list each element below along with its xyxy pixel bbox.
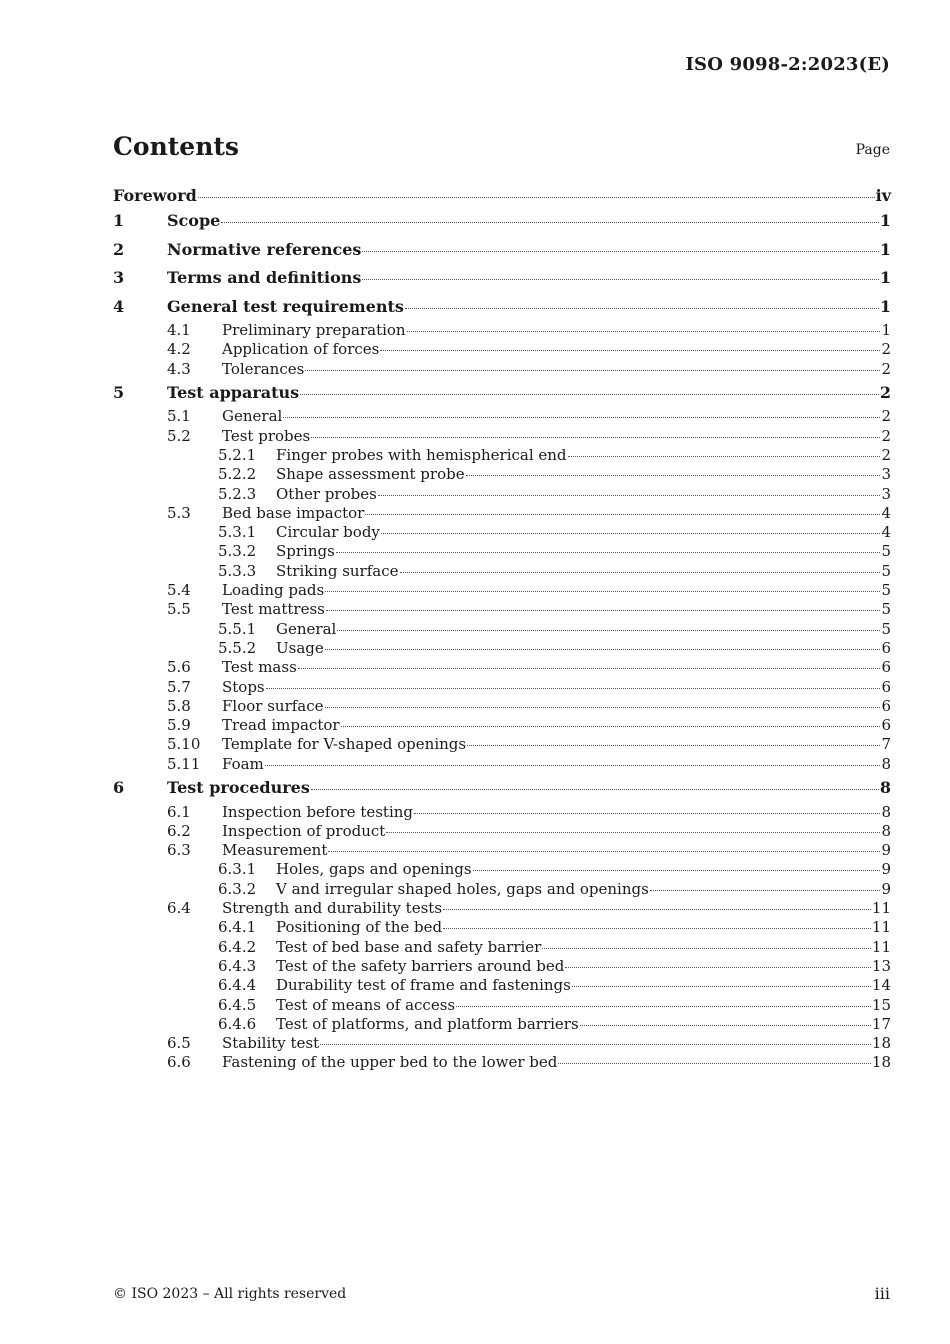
toc-entry[interactable] (113, 379, 891, 408)
toc-entry[interactable] (113, 542, 891, 561)
toc-entry-number: 4.2 (167, 340, 191, 359)
toc-entry-number: 4.3 (167, 359, 191, 378)
toc-entry-number: 5.2 (167, 426, 191, 445)
toc-entry-page: 7 (881, 735, 891, 754)
dot-leader (378, 495, 881, 496)
toc-entry-number: 6.4.6 (218, 1014, 257, 1033)
toc-entry-page: 5 (881, 561, 891, 580)
toc-entry-number: 6 (113, 778, 125, 798)
dot-leader (311, 789, 879, 790)
dot-leader (407, 331, 881, 332)
toc-entry-page: 18 (871, 1053, 891, 1072)
toc-entry-title: Test procedures (167, 778, 310, 798)
dot-leader (466, 475, 881, 476)
toc-entry[interactable] (113, 822, 891, 841)
dot-leader (265, 765, 881, 766)
toc-entry[interactable] (113, 735, 891, 754)
toc-entry-title: Test apparatus (167, 382, 300, 402)
document-id: ISO 9098-2:2023(E) (685, 54, 890, 75)
dot-leader (380, 350, 880, 351)
toc-entry-title: Usage (276, 638, 324, 657)
toc-entry-title: General (276, 619, 337, 638)
toc-entry-page: 6 (881, 638, 891, 657)
toc-entry-title: Test probes (222, 426, 311, 445)
toc-entry-title: Tolerances (222, 359, 305, 378)
toc-entry-page: 2 (879, 382, 891, 402)
toc-entry-page: 1 (879, 296, 891, 316)
toc-entry-number: 6.4.1 (218, 918, 257, 937)
toc-entry-number: 5.6 (167, 658, 191, 677)
toc-entry-page: 3 (881, 465, 891, 484)
dot-leader (325, 591, 880, 592)
toc-entry-title: Test mass (222, 658, 297, 677)
toc-entry-title: Holes, gaps and openings (276, 860, 472, 879)
toc-entry-number: 5.2.1 (218, 445, 257, 464)
dot-leader (198, 197, 875, 198)
toc-entry-title: Terms and definitions (167, 268, 362, 287)
toc-entry-page: 2 (881, 407, 891, 426)
toc-entry-title: Inspection of product (222, 821, 386, 840)
toc-entry-title: Bed base impactor (222, 503, 365, 522)
toc-entry[interactable] (113, 485, 891, 504)
dot-leader (473, 870, 881, 871)
toc-entry-page: 15 (871, 995, 891, 1014)
toc-entry-page: 4 (881, 503, 891, 522)
toc-entry-title: Foreword (113, 186, 197, 205)
toc-entry[interactable] (113, 774, 891, 803)
toc-entry[interactable] (113, 446, 891, 465)
dot-leader (558, 1063, 871, 1064)
toc-entry[interactable] (113, 600, 891, 619)
dot-leader (386, 832, 880, 833)
dot-leader (467, 745, 880, 746)
dot-leader (221, 222, 879, 223)
dot-leader (572, 986, 871, 987)
toc-entry-page: iv (875, 186, 891, 205)
toc-entry[interactable] (113, 1053, 891, 1072)
toc-entry-title: V and irregular shaped holes, gaps and openings (276, 879, 649, 898)
toc-entry[interactable] (113, 841, 891, 860)
toc-entry-number: 5.5 (167, 600, 191, 619)
toc-entry[interactable] (113, 465, 891, 484)
toc-entry-title: Finger probes with hemispherical end (276, 445, 567, 464)
toc-entry-title: Strength and durability tests (222, 899, 443, 918)
toc-entry[interactable] (113, 236, 891, 265)
toc-entry[interactable] (113, 562, 891, 581)
toc-entry-title: Stops (222, 677, 265, 696)
toc-entry-number: 6.4 (167, 899, 191, 918)
copyright-notice: © ISO 2023 – All rights reserved (113, 1286, 347, 1302)
toc-entry-number: 6.1 (167, 802, 191, 821)
dot-leader (320, 1044, 871, 1045)
toc-entry-number: 5.9 (167, 716, 191, 735)
toc-entry-number: 1 (113, 211, 125, 230)
toc-entry-number: 5.8 (167, 696, 191, 715)
toc-entry[interactable] (113, 523, 891, 542)
page-number: iii (874, 1284, 890, 1303)
toc-entry-number: 5.3.3 (218, 561, 257, 580)
toc-entry[interactable] (113, 697, 891, 716)
toc-entry-title: Test of means of access (276, 995, 456, 1014)
toc-entry-title: Application of forces (222, 340, 380, 359)
toc-entry-title: Scope (167, 211, 221, 230)
toc-entry[interactable] (113, 340, 891, 359)
dot-leader (337, 630, 880, 631)
toc-entry[interactable] (113, 996, 891, 1015)
toc-entry-page: 11 (871, 899, 891, 918)
toc-entry-number: 4.1 (167, 321, 191, 339)
toc-entry[interactable] (113, 658, 891, 677)
dot-leader (326, 610, 881, 611)
toc-entry-title: Durability test of frame and fastenings (276, 976, 571, 995)
toc-entry[interactable] (113, 407, 891, 426)
toc-entry-number: 5.5.2 (218, 638, 257, 657)
dot-leader (362, 251, 878, 252)
toc-entry-page: 1 (879, 211, 891, 230)
toc-entry-title: Fastening of the upper bed to the lower bed (222, 1053, 558, 1072)
toc-entry[interactable] (113, 207, 891, 236)
toc-entry-title: Test of the safety barriers around bed (276, 956, 565, 975)
toc-entry-number: 6.2 (167, 821, 191, 840)
toc-entry-title: Foam (222, 754, 264, 773)
toc-entry-title: Positioning of the bed (276, 918, 443, 937)
toc-entry-number: 5.3.2 (218, 542, 257, 561)
dot-leader (341, 726, 881, 727)
toc-entry-number: 6.6 (167, 1053, 191, 1072)
toc-entry[interactable] (113, 293, 891, 322)
toc-entry-number: 2 (113, 239, 125, 259)
toc-entry-title: Test mattress (222, 600, 325, 619)
toc-entry-page: 5 (881, 619, 891, 638)
toc-entry-page: 6 (881, 696, 891, 715)
toc-entry[interactable] (113, 880, 891, 899)
toc-entry[interactable] (113, 427, 891, 446)
dot-leader (298, 668, 881, 669)
toc-entry[interactable] (113, 1034, 891, 1053)
toc-entry-page: 9 (881, 879, 891, 898)
toc-entry-number: 5.7 (167, 677, 191, 696)
toc-entry[interactable] (113, 716, 891, 735)
toc-entry[interactable] (113, 678, 891, 697)
toc-entry-title: Measurement (222, 841, 328, 860)
toc-entry[interactable] (113, 755, 891, 774)
toc-entry-page: 11 (871, 937, 891, 956)
toc-entry-title: Template for V-shaped openings (222, 735, 467, 754)
dot-leader (400, 572, 881, 573)
toc-entry-page: 6 (881, 716, 891, 735)
toc-entry-page: 9 (881, 841, 891, 860)
toc-entry-number: 5.2.3 (218, 484, 257, 503)
dot-leader (300, 394, 879, 395)
toc-entry-title: General test requirements (167, 296, 404, 316)
toc-entry-number: 6.3.1 (218, 860, 257, 879)
toc-entry-title: Test of platforms, and platform barriers (276, 1014, 579, 1033)
toc-entry[interactable] (113, 860, 891, 879)
dot-leader (311, 437, 880, 438)
dot-leader (328, 851, 880, 852)
toc-entry-title: Test of bed base and safety barrier (276, 937, 542, 956)
dot-leader (325, 649, 881, 650)
toc-entry[interactable] (113, 581, 891, 600)
toc-entry-number: 5.2.2 (218, 465, 257, 484)
toc-entry-title: Circular body (276, 523, 380, 542)
dot-leader (565, 967, 871, 968)
toc-entry-page: 11 (871, 918, 891, 937)
toc-entry-number: 5.4 (167, 581, 191, 600)
page-column-label: Page (855, 142, 890, 158)
dot-leader (456, 1006, 871, 1007)
toc-entry[interactable] (113, 803, 891, 822)
toc-entry-page: 2 (881, 445, 891, 464)
toc-entry-number: 6.4.2 (218, 937, 257, 956)
toc-entry[interactable] (113, 938, 891, 957)
toc-entry-number: 4 (113, 296, 125, 316)
dot-leader (405, 308, 879, 309)
dot-leader (381, 533, 881, 534)
toc-entry-number: 5.1 (167, 407, 191, 426)
toc-entry-page: 1 (879, 239, 891, 259)
toc-entry-page: 6 (881, 677, 891, 696)
dot-leader (283, 417, 880, 418)
dot-leader (266, 688, 881, 689)
toc-entry[interactable] (113, 957, 891, 976)
toc-entry-page: 1 (879, 268, 891, 287)
toc-entry-number: 6.4.4 (218, 976, 257, 995)
toc-entry-number: 6.3.2 (218, 879, 257, 898)
toc-entry-page: 14 (871, 976, 891, 995)
toc-entry-title: General (222, 407, 283, 426)
toc-entry-title: Preliminary preparation (222, 321, 406, 339)
toc-entry[interactable] (113, 918, 891, 937)
toc-entry-number: 6.4.3 (218, 956, 257, 975)
dot-leader (362, 279, 878, 280)
toc-entry-title: Striking surface (276, 561, 399, 580)
toc-entry-number: 5.3 (167, 503, 191, 522)
dot-leader (305, 370, 880, 371)
toc-entry-title: Inspection before testing (222, 802, 414, 821)
toc-entry-title: Tread impactor (222, 716, 340, 735)
toc-entry-number: 6.5 (167, 1034, 191, 1053)
toc-entry-title: Floor surface (222, 696, 324, 715)
toc-entry[interactable] (113, 264, 891, 293)
toc-entry[interactable] (113, 620, 891, 639)
toc-entry-page: 6 (881, 658, 891, 677)
toc-entry-page: 17 (871, 1014, 891, 1033)
dot-leader (580, 1025, 871, 1026)
toc-entry-page: 9 (881, 860, 891, 879)
toc-entry-number: 5.11 (167, 754, 201, 773)
toc-entry[interactable] (113, 360, 891, 379)
toc-entry-number: 6.4.5 (218, 995, 257, 1014)
toc-entry-page: 2 (881, 340, 891, 359)
toc-entry-page: 5 (881, 600, 891, 619)
toc-entry-page: 3 (881, 484, 891, 503)
toc-entry-page: 13 (871, 956, 891, 975)
toc-entry-title: Stability test (222, 1034, 320, 1053)
toc-entry-page: 8 (881, 754, 891, 773)
dot-leader (414, 813, 880, 814)
toc-entry[interactable] (113, 1015, 891, 1034)
toc-entry[interactable] (113, 321, 891, 340)
contents-heading: Contents (113, 132, 240, 161)
toc-entry[interactable] (113, 639, 891, 658)
toc-entry[interactable] (113, 504, 891, 523)
toc-entry-number: 5.10 (167, 735, 201, 754)
toc-entry-page: 18 (871, 1034, 891, 1053)
dot-leader (365, 514, 880, 515)
dot-leader (443, 928, 871, 929)
dot-leader (542, 948, 871, 949)
toc-entry-title: Shape assessment probe (276, 465, 465, 484)
toc-entry-page: 4 (881, 523, 891, 542)
toc-entry-page: 8 (881, 802, 891, 821)
dot-leader (336, 552, 881, 553)
toc-entry-number: 5.3.1 (218, 523, 257, 542)
toc-entry-number: 5.5.1 (218, 619, 257, 638)
toc-entry-page: 8 (881, 821, 891, 840)
table-of-contents (113, 185, 891, 1073)
toc-entry-page: 5 (881, 581, 891, 600)
toc-entry-page: 5 (881, 542, 891, 561)
toc-entry-page: 2 (881, 426, 891, 445)
dot-leader (568, 456, 881, 457)
toc-entry-page: 1 (881, 321, 891, 339)
toc-entry-page: 2 (881, 359, 891, 378)
toc-entry-number: 5 (113, 382, 125, 402)
toc-entry[interactable] (113, 185, 891, 207)
toc-entry[interactable] (113, 899, 891, 918)
toc-entry-title: Normative references (167, 239, 362, 259)
toc-entry[interactable] (113, 976, 891, 995)
dot-leader (650, 890, 881, 891)
toc-entry-number: 3 (113, 268, 125, 287)
toc-entry-page: 8 (879, 778, 891, 798)
dot-leader (325, 707, 881, 708)
toc-entry-title: Springs (276, 542, 335, 561)
toc-entry-title: Other probes (276, 484, 377, 503)
dot-leader (443, 909, 871, 910)
toc-entry-number: 6.3 (167, 841, 191, 860)
toc-entry-title: Loading pads (222, 581, 325, 600)
